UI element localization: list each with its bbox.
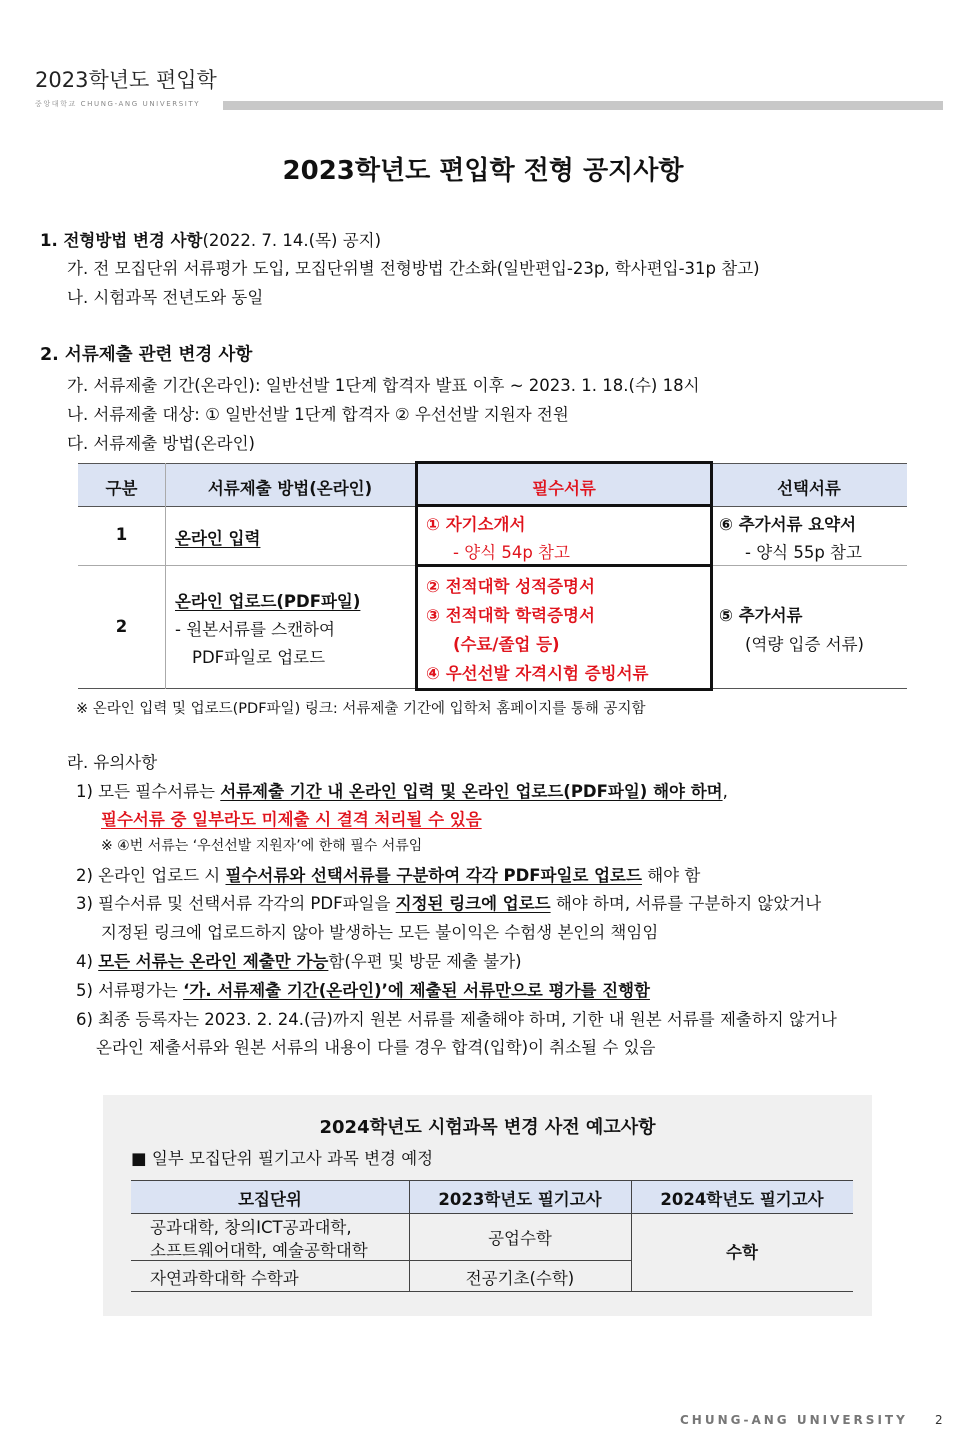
row2-method-note: - 원본서류를 스캔하여: [175, 620, 335, 639]
caution-1-emphasis: 서류제출 기간 내 온라인 입력 및 온라인 업로드(PDF파일) 해야 하며: [220, 782, 723, 801]
caution-4-emphasis: 모든 서류는 온라인 제출만 가능: [98, 952, 329, 971]
cautions-heading: 라. 유의사항: [67, 753, 158, 772]
advance-notice-box: [103, 1095, 872, 1316]
header-2023: 2023학년도 필기고사: [438, 1190, 602, 1209]
footer-brand: CHUNG-ANG UNIVERSITY: [680, 1413, 908, 1427]
caution-5: [76, 977, 650, 1001]
notice-bullet: ■ 일부 모집단위 필기고사 과목 변경 예정: [131, 1149, 434, 1168]
caution-3-text-end: 해야 하며, 서류를 구분하지 않았거나: [550, 894, 822, 913]
header-2024: 2024학년도 필기고사: [660, 1190, 824, 1209]
exam-subject-table: [131, 1180, 853, 1292]
row1-2023-subject: 공업수학: [488, 1229, 552, 1248]
row2-required-item: ④ 우선선발 자격시험 증빙서류: [426, 664, 649, 683]
caution-2-emphasis: 필수서류와 선택서류를 구분하여 각각 PDF파일로 업로드: [225, 866, 642, 885]
row2-required-item: ③ 전적대학 학력증명서: [426, 606, 595, 625]
caution-6: 6) 최종 등록자는 2023. 2. 24.(금)까지 원본 서류를 제출해야 하며, 기한 내 원본 서류를 제출하지 않거나: [76, 1010, 837, 1029]
row1-unit: 소프트웨어대학, 예술공학대학: [150, 1241, 368, 1260]
header-optional: 선택서류: [777, 479, 841, 498]
caution-1-note: ※ ④번 서류는 ‘우선선발 지원자’에 한해 필수 서류임: [101, 838, 423, 854]
caution-4-text: 함(우편 및 방문 제출 불가): [328, 952, 522, 971]
caution-2-text: 2) 온라인 업로드 시: [76, 866, 226, 885]
table-note: ※ 온라인 입력 및 업로드(PDF파일) 링크: 서류제출 기간에 입학처 홈페이지를 통해 공지함: [76, 701, 646, 717]
header-category: 구분: [105, 479, 138, 498]
section1-item: 가. 전 모집단위 서류평가 도입, 모집단위별 전형방법 간소화(일반편입-23p, 학사편입-31p 참고): [67, 259, 760, 278]
caution-1: [76, 778, 728, 802]
row1-method: 온라인 입력: [175, 529, 261, 548]
section2-item: 다. 서류제출 방법(온라인): [67, 434, 255, 453]
section1-item: 나. 시험과목 전년도와 동일: [67, 288, 264, 307]
row2-method: 온라인 업로드(PDF파일): [175, 592, 361, 611]
required-row1-box: [415, 504, 713, 567]
caution-5-text: 5) 서류평가는: [76, 981, 184, 1000]
row2-required-item: ② 전적대학 성적증명서: [426, 577, 595, 596]
table-bottom-border: [131, 1291, 853, 1292]
page-number: 2: [935, 1413, 943, 1427]
caution-3: [76, 890, 821, 914]
row2-unit: 자연과학대학 수학과: [150, 1269, 299, 1288]
header-method: 서류제출 방법(온라인): [207, 479, 373, 498]
caution-3-text: 3) 필수서류 및 선택서류 각각의 PDF파일을: [76, 894, 396, 913]
required-header-box: [415, 461, 713, 507]
caution-3-line2: 지정된 링크에 업로드하지 않아 발생하는 모든 불이익은 수험생 본인의 책임임: [101, 923, 659, 942]
caution-2-text-end: 해야 함: [641, 866, 701, 885]
section1-heading: 1. 전형방법 변경 사항: [40, 231, 203, 250]
header-university-logo: 중앙대학교 CHUNG-ANG UNIVERSITY: [35, 100, 201, 108]
row1-required-note: - 양식 54p 참고: [453, 543, 570, 562]
subject-2024: 수학: [726, 1243, 758, 1262]
required-row2-box: [415, 564, 713, 691]
caution-1-warning: 필수서류 중 일부라도 미제출 시 결격 처리될 수 있음: [101, 810, 482, 829]
caution-3-emphasis: 지정된 링크에 업로드: [395, 894, 551, 913]
caution-4-number: 4): [76, 952, 99, 971]
caution-6-line2: 온라인 제출서류와 원본 서류의 내용이 다를 경우 합격(입학)이 취소될 수 있음: [96, 1038, 656, 1057]
row2-optional-note: (역량 입증 서류): [745, 635, 864, 654]
row2-method-note: PDF파일로 업로드: [192, 648, 326, 667]
row1-number: 1: [115, 525, 128, 544]
row2-optional-item: ⑤ 추가서류: [719, 606, 803, 625]
caution-1-text: 1) 모든 필수서류는: [76, 782, 221, 801]
header-unit: 모집단위: [238, 1190, 302, 1209]
section1-date: (2022. 7. 14.(목) 공지): [202, 231, 382, 250]
row1-optional-item: ⑥ 추가서류 요약서: [719, 515, 857, 534]
notice-title: 2024학년도 시험과목 변경 사전 예고사항: [319, 1117, 656, 1138]
header-divider: [223, 101, 943, 110]
caution-4: [76, 948, 522, 972]
caution-1-comma: ,: [722, 782, 728, 801]
row2-required-item: (수료/졸업 등): [453, 635, 560, 654]
section2-item: 가. 서류제출 기간(온라인): 일반선발 1단계 합격자 발표 이후 ~ 2023. 1. 18.(수) 18시: [67, 376, 700, 395]
row1-optional-note: - 양식 55p 참고: [745, 543, 862, 562]
row2-number: 2: [115, 617, 128, 636]
caution-2: [76, 862, 700, 886]
row1-unit: 공과대학, 창의ICT공과대학,: [150, 1218, 352, 1237]
caution-5-emphasis: ‘가. 서류제출 기간(온라인)’에 제출된 서류만으로 평가를 진행함: [183, 981, 650, 1000]
row1-required-item: ① 자기소개서: [426, 515, 526, 534]
submission-method-table: [78, 463, 907, 689]
section2-item: 나. 서류제출 대상: ① 일반선발 1단계 합격자 ② 우선선발 지원자 전원: [67, 405, 569, 424]
header-required: 필수서류: [532, 479, 596, 498]
header-title: 2023학년도 편입학: [35, 68, 217, 92]
section2-heading: 2. 서류제출 관련 변경 사항: [40, 345, 253, 365]
row2-2023-subject: 전공기초(수학): [465, 1269, 575, 1288]
section1-heading-line: [40, 227, 381, 251]
document-title: 2023학년도 편입학 전형 공지사항: [282, 156, 684, 186]
